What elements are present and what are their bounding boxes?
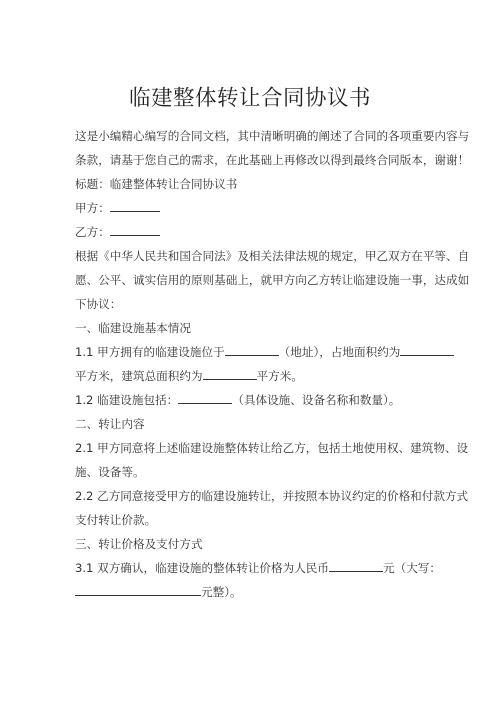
facilities-blank [178,391,232,404]
party-a-blank [110,199,160,212]
clause-text: （地址），占地面积约为 [278,345,401,359]
preamble-line: 下协议： [75,297,122,311]
clause-text: 1.2 临建设施包括： [75,393,179,407]
clause-2-2-line1: 2.2 乙方同意接受甲方的临建设施转让，并按照本协议约定的价格和付款方式 [75,489,469,503]
intro-line: 这是小编精心编写的合同文档，其中清晰明确的阐述了合同的各项重要内容与 [75,129,470,143]
clause-3-1-line1 [75,556,441,580]
clause-text: 平方米，建筑总面积约为 [75,369,203,383]
party-a-line [75,196,427,220]
clause-text: 平方米。 [256,369,303,383]
document-body [75,124,470,604]
intro-line: 条款，请基于您自己的需求，在此基础上再修改以得到最终合同版本，谢谢！ [75,153,470,167]
party-b-blank [110,223,160,236]
price-words-blank [75,583,201,596]
document-title: 临建整体转让合同协议书 [128,86,371,111]
clause-text: （具体设施、设备名称和数量）。 [232,393,401,407]
section-1-title: 一、临建设施基本情况 [75,321,191,335]
clause-3-1-line2 [75,580,427,604]
preamble-line: 愿、公平、诚实信用的原则基础上，就甲方向乙方转让临建设施一事，达成如 [75,273,470,287]
clause-1-1-line1 [75,340,427,364]
address-blank [225,343,279,356]
clause-2-2-line2: 支付转让价款。 [75,513,157,527]
clause-1-2 [75,388,427,412]
area-blank [400,343,454,356]
party-b-line [75,220,427,244]
clause-text: 1.1 甲方拥有的临建设施位于 [75,345,225,359]
clause-1-1-line2 [75,364,427,388]
section-3-title: 三、转让价格及支付方式 [75,537,203,551]
price-blank [329,559,383,572]
party-a-label: 甲方： [75,201,110,215]
clause-text: 元（大写： [383,561,441,575]
clause-text: 3.1 双方确认，临建设施的整体转让价格为人民币 [75,561,329,575]
heading-label: 标题：临建整体转让合同协议书 [75,177,238,191]
clause-2-1-line1: 2.1 甲方同意将上述临建设施整体转让给乙方，包括土地使用权、建筑物、设 [75,441,469,455]
preamble-line: 根据《中华人民共和国合同法》及相关法律法规的规定，甲乙双方在平等、自 [75,249,470,263]
clause-text: 元整）。 [201,585,242,599]
party-b-label: 乙方： [75,225,110,239]
section-2-title: 二、转让内容 [75,417,145,431]
building-area-blank [203,367,257,380]
clause-2-1-line2: 施、设备等。 [75,465,145,479]
